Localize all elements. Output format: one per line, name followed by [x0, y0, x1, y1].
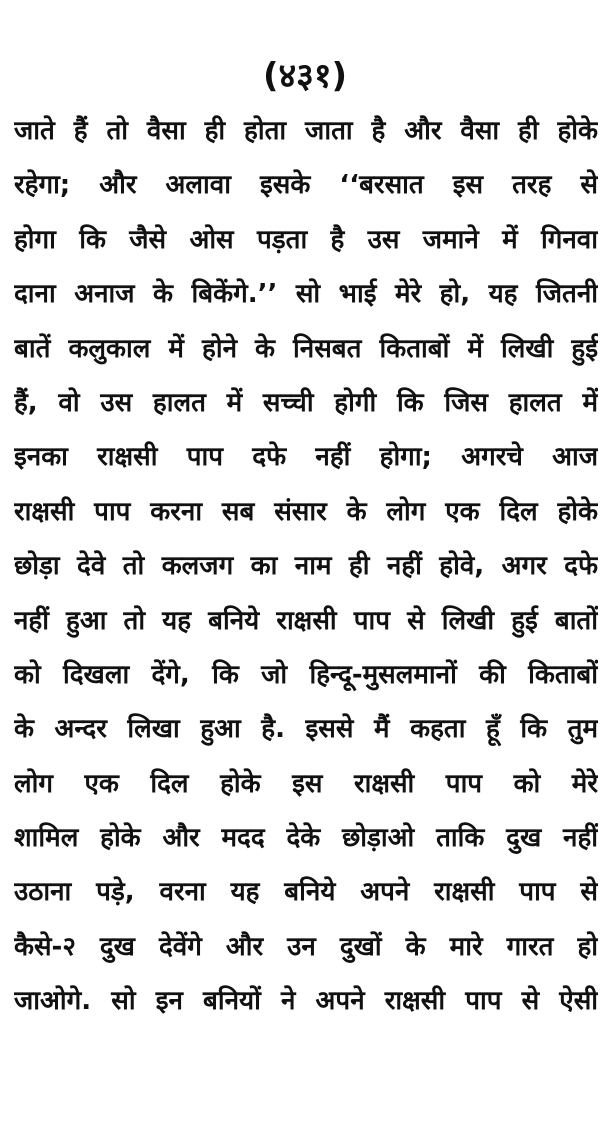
- text-line: नहीं हुआ तो यह बनिये राक्षसी पाप से लिखी हुई बातों: [14, 605, 598, 636]
- page-number: (४३१): [262, 56, 348, 96]
- text-line: इनका राक्षसी पाप दफे नहीं होगा; अगरचे आज: [14, 442, 598, 473]
- text-line: उठाना पड़े, वरना यह बनिये अपने राक्षसी पाप से: [14, 877, 598, 908]
- text-line: बातें कलुकाल में होने के निसबत किताबों में लिखी हुई: [14, 333, 598, 364]
- text-line: के अन्दर लिखा हुआ है. इससे मैं कहता हूँ कि तुम: [14, 714, 598, 745]
- text-line: लोग एक दिल होके इस राक्षसी पाप को मेरे: [14, 768, 598, 799]
- text-line: हैं, वो उस हालत में सच्ची होगी कि जिस हालत में: [14, 387, 598, 418]
- text-line: होगा कि जैसे ओस पड़ता है उस जमाने में गिनवा: [14, 224, 598, 255]
- text-line: जाओगे. सो इन बनियों ने अपने राक्षसी पाप से ऐसी: [14, 986, 598, 1017]
- text-line: रहेगा; और अलावा इसके ‘‘बरसात इस तरह से: [14, 170, 598, 201]
- text-line: छोड़ा देवे तो कलजग का नाम ही नहीं होवे, अगर दफे: [14, 551, 598, 582]
- text-line: को दिखला देंगे, कि जो हिन्दू-मुसलमानों की किताबों: [14, 659, 598, 690]
- body-text: [14, 104, 598, 1029]
- text-line: दाना अनाज के बिकेंगे.’’ सो भाई मेरे हो, यह जितनी: [14, 279, 598, 310]
- text-line: कैसे-२ दुख देवेंगे और उन दुखों के मारे गारत हो: [14, 931, 598, 962]
- text-line: शामिल होके और मदद देके छोड़ाओ ताकि दुख नहीं: [14, 823, 598, 854]
- text-line: राक्षसी पाप करना सब संसार के लोग एक दिल होके: [14, 496, 598, 527]
- text-line: जाते हैं तो वैसा ही होता जाता है और वैसा ही होके: [14, 116, 598, 146]
